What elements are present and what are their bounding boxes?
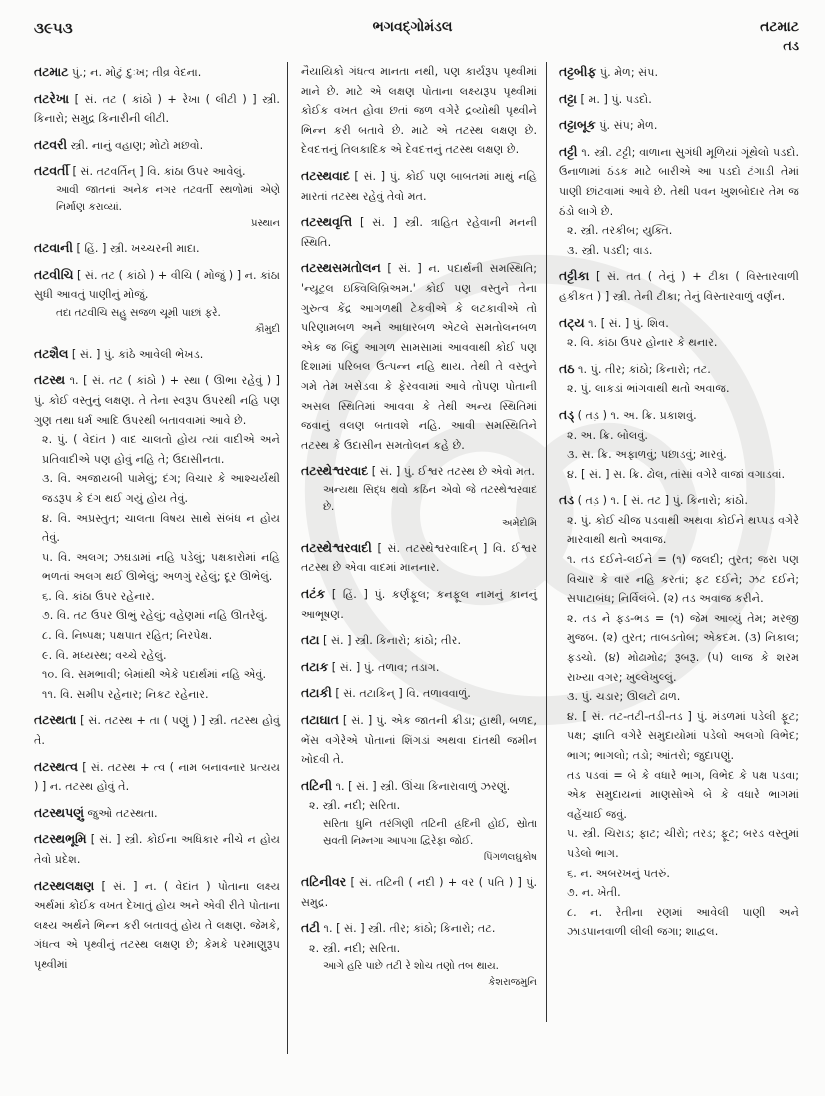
dictionary-entry [301, 461, 537, 532]
definition: [ સં. ] સ્ત્રી. ત્રાહિત રહેવાની મનની સ્થિતિ. [301, 216, 537, 249]
definition: ૧. પું. તીર; કાંઠો; કિનારો; તટ. [578, 362, 711, 376]
dictionary-entry [559, 313, 799, 353]
sense: ૩. વિ. અજાયબી પામેલું; દંગ; વિચાર કે આશ્ચર્યથી જડરૂપ કે દંગ થઈ ગયું હોય તેવું. [42, 472, 280, 505]
sense: ૧૦. વિ. સમભાવી; બેમાંથી એકે પદાર્થમાં નહિ એવું. [42, 668, 267, 682]
headword: તટ્ટાબૂક [559, 117, 596, 133]
page-header [0, 0, 825, 54]
sense: ૮. ન. રેતીના રણમાં આવેલી પાણી અને ઝાડપાનવાળી લીલી જગા; શાદ્વલ. [567, 905, 799, 939]
sense: ૪. [ સં. તટ-તટી-તડી-તડ ] પું. મંડળમાં પડેલી ફૂટ; પક્ષ; જ્ઞાતિ વગેરે સમુદાયોમાં પડેલો અલગો વિભેદ; ભાગ; ભાગલો; તડો; આંતરો; જુદાપણું. [567, 709, 799, 762]
sense: ૧૧. વિ. સમીપ રહેનાર; નિકટ રહેનાર. [42, 687, 209, 701]
definition: [ સં. તટવર્તિન્ ] વિ. કાંઠા ઉપર આવેલું. [72, 165, 246, 179]
headword: તટા [301, 632, 320, 648]
dictionary-entry [34, 710, 280, 750]
guide-word-last: તડ [783, 39, 799, 54]
dictionary-entry [301, 657, 537, 678]
definition: ૧. [ સં. ] પું. શિવ. [588, 316, 669, 330]
sense: ૬. વિ. કાંઠા ઉપર રહેનાર. [42, 589, 155, 603]
dictionary-entry [559, 359, 799, 399]
definition: [ સં. ] સ્ત્રી. કોઈના અધિકાર નીચે ન હોય તેવો પ્રદેશ. [34, 833, 280, 866]
definition: સ્ત્રી. નાનું વહાણ; મોટો મછવો. [70, 138, 204, 152]
sense: ૫. વિ. અલગ; ઝઘડામાં નહિ પડેલું; પક્ષકારોમાં નહિ ભળતાં અલગ થઈ ઊભેલું; અળગું રહેલું; દૂર ઊભેલું. [42, 550, 280, 584]
headword: તડ્ [559, 406, 575, 422]
definition: [ સં. તટ ( કાંઠો ) + વીચિ ( મોજું ) ] ન. કાંઠા સુધી આવતું પાણીનું મોજું. [34, 268, 280, 302]
dictionary-entry [301, 258, 537, 455]
definition: [ સં. ] ન. ( વેદાંત ) પોતાના લક્ષ્ય અર્થમાં કોઈક વખત દેખાતું હોય અને એવી રીતે પોતાના લક્ષ્ય અર્થને ભિન્ન કરી બતાવતું હોય તે લક્ષણ. જેમકે, ગંધત્વ એ પૃથ્વીનું તટસ્થ લક્ષણ છે; કેમકે પરમાણુરૂપ પૃથ્વીમાં [34, 879, 281, 971]
sense: ૩. પું. ચડાર; ઊલટો ઢાળ. [567, 690, 681, 704]
sense: ૯. વિ. મધ્યસ્થ; વચ્ચે રહેલું. [42, 648, 167, 662]
headword: તટવરી [34, 136, 68, 152]
sense: ૨. પું. કોઈ ચીજ પડવાથી અથવા કોઈને થપ્પડ વગેરે મારવાથી થતો અવાજ. [567, 513, 799, 547]
headword: તટ્ટબીફ [559, 64, 597, 79]
dictionary-entry [559, 142, 799, 261]
headword: તટવીચિ [34, 266, 74, 282]
column-1 [34, 62, 280, 981]
headword: તટરેખા [34, 90, 70, 106]
sense: ૧. તડ દઈને-લઈને = (૧) જલદી; તુરત; જરા પણ વિચાર કે વાર નહિ કરતાં; ફટ દઈને; ઝટ દઈને; સપાટાબંધ; નિર્વિલંબે. (૨) તડ અવાજ કરીને. [567, 553, 799, 606]
headword: તઠ [559, 360, 575, 376]
column-divider [546, 62, 547, 1022]
sense: ૭. વિ. તટ ઉપર ઊભું રહેલું; વહેણમાં નહિ ઊતરેલું. [42, 609, 268, 623]
dictionary-entry [34, 135, 280, 156]
definition: [ સં. ] પું. એક જાતની ક્રીડા; હાથી, બળદ, ભેંસ વગેરેએ પોતાનાં શિંગડાં અથવા દાંતથી જમીન ખોદવી તે. [301, 714, 537, 767]
headword: તટસ્થસમતોલન [301, 260, 381, 276]
dictionary-entry [34, 265, 280, 338]
headword: તટાક [301, 658, 329, 674]
guide-word-first: તટમાટ [760, 19, 799, 35]
citation-quote: આવી જાતનાં અનેક નગર તટવર્તી સ્થળોમાં એણે નિર્માણ કરાવ્યાં. [56, 183, 280, 213]
definition: ( તડ઼ ) ૧. અ. ક્રિ. પ્રકાશવું. [577, 408, 697, 422]
definition: [ સં. તત ( તેનું ) + ટીકા ( વિસ્તારવાળી હકીકત ) ] સ્ત્રી. તેની ટીકા; તેનું વિસ્તારવાળું વર્ણન. [559, 270, 799, 303]
citation-source: કૌમુદી [254, 323, 280, 335]
dictionary-entry [301, 683, 537, 704]
sense: ૨. સ્ત્રી. નદી; સરિતા. [309, 941, 401, 955]
headword: તટ્ટી [559, 143, 578, 159]
headword: તટ્ટીકા [559, 268, 590, 284]
dictionary-entry [301, 538, 537, 578]
dictionary-entry [301, 212, 537, 252]
column-2 [301, 62, 537, 997]
citation-quote: તદા તટવીચિ સહુ સજળ ચૂમી પાછાં ફરે. [56, 306, 221, 319]
headword: તટસ્થતા [34, 712, 77, 728]
definition: ૧. [ સં. ] સ્ત્રી. ઊંચા કિનારાવાળું ઝરણું. [335, 779, 511, 793]
headword: તડ [559, 492, 575, 508]
headword: તટસ્થલક્ષણ [34, 877, 95, 893]
headword: તટસ્થત્વ [34, 758, 78, 774]
sense: ૭. ન. ખેતી. [567, 886, 621, 900]
citation-quote: આગે હરિ પાછે તટી રે શોચ તણો તબ થાય. [323, 960, 499, 973]
headword: તટસ્થવૃત્તિ [301, 214, 353, 230]
headword: તટસ્થવાદ [301, 167, 350, 183]
headword: તટ્ટા [559, 90, 577, 106]
citation-source: અમેદોમિ [501, 517, 537, 529]
definition: ૧. [ સં. તટ ( કાંઠો ) + સ્થા ( ઊભા રહેવું ) ] પું. કોઈ વસ્તુનું લક્ષણ. તે તેના સ્વરૂપ ઉપરથી નહિ પણ ગુણ તથા ધર્મ આદિ ઉપરથી બતાવવામાં આવે છે. [34, 374, 280, 427]
dictionary-entry [301, 630, 537, 651]
dictionary-entry [34, 238, 280, 259]
dictionary-entry [34, 344, 280, 365]
dictionary-entry [301, 584, 537, 624]
sense: ૪. વિ. અપ્રસ્તુત; ચાલતા વિષય સાથે સંબંધ ન હોય તેવું. [42, 511, 280, 545]
headword: તટિની [301, 777, 333, 793]
definition: [ હિં. ] પું. કર્ણફૂલ; કનફૂલ નામનું કાનનું આભૂષણ. [301, 588, 537, 621]
headword: તટવાની [34, 239, 73, 255]
dictionary-entry [34, 370, 280, 704]
dictionary-entry [34, 62, 280, 83]
dictionary-entry [559, 115, 799, 136]
definition: [ સં. ] ન. પદાર્થની સમસ્થિતિ; 'ન્યૂટ્રલ ઇક્વિલિબ્રિઅમ.' કોઈ પણ વસ્તુને તેના ગુરુત્વ કેંદ્ર આગળથી ટેકવીએ કે લટકાવીએ તો પરિણામબળ અને આધારબળ એટલે સમતોલનબળ એક જ બિંદુ આગળ સામસામાં આવવાથી કોઈ પણ દિશામાં પરિબલ ઉત્પન્ન નહિ થાય. તેથી તે વસ્તુને ગમે તેમ ખસેડવા કે ફેરવવામાં આવે તોપણ પોતાની અસલ સ્થિતિમાં આવવા કે તેથી અન્ય સ્થિતિમાં જવાનું વલણ બતાવશે નહિ. આવી સમસ્થિતિને તટસ્થ કે ઉદાસીન સમતોલન કહે છે. [301, 262, 538, 452]
dictionary-entry [34, 161, 280, 232]
sense: ૬. ન. અબરખનું પતરું. [567, 866, 670, 880]
definition: ૧. [ સં. ] સ્ત્રી. તીર; કાંઠો; કિનારો; તટ. [323, 922, 496, 936]
definition: ૧. સ્ત્રી. ટટ્ટી; વાળાના સુગંધી મૂળિયાં ગૂંથેલો પડદો. ઉનાળામાં ઠંડક માટે બારીએ આ પડદો ટંગાડી તેમાં પાણી છાંટવામાં આવે છે. તેથી પવન ખુશબોદાર તેમ જ ઠંડો લાગે છે. [559, 145, 799, 218]
sense: ૨. અ. ક્રિ. બોલવું. [567, 428, 648, 442]
headword: તટશૈલ [34, 345, 69, 361]
book-title: ભગવદ્ગોમંડલ [372, 19, 453, 35]
citation-source: પ્રસ્થાન [250, 217, 280, 229]
definition: [ સં. તટસ્થ + ત્વ ( નામ બનાવનાર પ્રત્યય ) ] ન. તટસ્થ હોવું તે. [34, 760, 280, 794]
dictionary-entry [559, 405, 799, 484]
headword: તટસ્થેશ્વરવાદ [301, 463, 369, 479]
definition: [ સં. તટાકિન્ ] વિ. તળાવવાળું. [335, 687, 471, 701]
definition: [ સં. તટિની ( નદી ) + વર ( પતિ ) ] પું. સમુદ્ર. [301, 876, 537, 909]
headword: તટંક [301, 586, 326, 602]
dictionary-entry [34, 757, 280, 797]
dictionary-entry [301, 166, 537, 206]
headword: તટસ્થ [34, 372, 66, 388]
definition: [ સં. ] પું. કોઈ પણ બાબતમાં માથું નહિ મારતાં તટસ્થ રહેવું તેવો મત. [301, 169, 538, 203]
dictionary-entry [34, 803, 280, 824]
sense: ૮. વિ. નિષ્પક્ષ; પક્ષપાત રહિત; નિરપેક્ષ. [42, 629, 213, 643]
headword: તટસ્થપણું [34, 804, 84, 820]
definition: પું. સંપ; મેળ. [599, 119, 658, 133]
sense: ૫. સ્ત્રી. ચિરાડ; ફાટ; ચીરો; તરડ; ફૂટ; બરડ વસ્તુમાં પડેલો ભાગ. [567, 827, 799, 860]
headword: તટાઘાત [301, 712, 339, 728]
definition: [ હિં. ] સ્ત્રી. ખચ્ચરની માદા. [76, 241, 200, 255]
dictionary-entry [559, 266, 799, 306]
dictionary-entry [34, 89, 280, 129]
dictionary-entry [301, 872, 537, 912]
dictionary-entry [301, 918, 537, 991]
dictionary-entry [559, 89, 799, 110]
citation-quote: સરિતા ધુનિ તરંગિણી તટિની હ્રદિની હોઈ, સ્રોતા સ્રવતી નિમ્નગા આપગા દ્વિરેફા જોઈ. [323, 818, 537, 847]
dictionary-entry [559, 490, 799, 942]
sense: ૨. સ્ત્રી. નદી; સરિતા. [309, 799, 401, 813]
headword: તટમાટ [34, 64, 69, 79]
headword: તટસ્થેશ્વરવાદી [301, 539, 372, 555]
headword: તટસ્થભૂમિ [34, 831, 87, 847]
definition: [ સં. ] પું. તળાવ; તડાગ. [331, 660, 440, 674]
headword: તટિનીવર [301, 874, 347, 889]
headword: તટાકી [301, 685, 332, 701]
sense: ૨. પું. લાકડાં ભાંગવાથી થતો અવાજ. [567, 382, 730, 396]
definition: [ મ. ] પું. પડદો. [580, 92, 652, 106]
definition: પું.; ન. મોટું દુઃખ; તીવ્ર વેદના. [71, 66, 202, 79]
definition: પું. મેળ; સંપ. [599, 66, 659, 79]
page-number: ૩૯૫૩ [34, 19, 73, 37]
column-divider [287, 62, 288, 1054]
headword: તટવર્તી [34, 163, 69, 179]
definition: [ સં. તટ ( કાંઠો ) + રેખા ( લીટી ) ] સ્ત્રી. કિનારો; સમુદ્ર કિનારીની લીટી. [34, 92, 280, 126]
sense: ૨. પું. ( વેદાંત ) વાદ ચાલતો હોય ત્યાં વાદીએ અને પ્રતિવાદીએ પણ હોવું નહિ તે; ઉદાસીનતા. [42, 433, 280, 466]
citation-quote: અન્યથા સિદ્ધ થવો કઠિન એવો જે તટસ્થેશ્વરવાદ છે. [323, 483, 537, 513]
definition: ( તડ઼ ) ૧. [ સં. તટ ] પું. કિનારો; કાંઠો. [577, 494, 748, 508]
sense: તડ પડવાં = બે કે વધારે ભાગ, વિભેદ કે પક્ષ પડવા; એક સમુદાયનાં માણસોએ બે કે વધારે ભાગમાં વહેંચાઈ જવું. [567, 768, 799, 821]
headword: તટી [301, 920, 320, 936]
sense: ૩. સ. ક્રિ. અફાળવું; પછાડવું; મારવું. [567, 448, 727, 462]
sense: ૪. [ સં. ] સ. ક્રિ. ઢોલ, તાંસાં વગેરે વાજાં વગાડવાં. [567, 467, 786, 481]
citation-source: પિંગળલઘુકોષ [483, 852, 537, 863]
sense: ૨. સ્ત્રી. તરકીબ; યુક્તિ. [567, 224, 673, 238]
dictionary-entry [301, 710, 537, 770]
definition: [ સં. ] પું. ઈશ્વર તટસ્થ છે એવો મત. [371, 465, 535, 479]
dictionary-entry [34, 829, 280, 869]
entry-continuation: નૈયાયિકો ગંધત્વ માનતા નથી, પણ કાર્યરૂપ પૃથ્વીમાં માને છે. માટે એ લક્ષણ પોતાના લક્ષ્યરૂપ પૃથ્વીમાં કોઈક વખત હોવા છતાં જળ વગેરે દ્રવ્યોથી પૃથ્વીને ભિન્ન કરી બતાવે છે. માટે એ તટસ્થ લક્ષણ છે. દેવદત્તનું તિલકાદિક એ દેવદત્તનું તટસ્થ લક્ષણ છે. [301, 65, 537, 157]
column-3 [559, 62, 799, 948]
definition: જુઓ તટસ્થતા. [87, 806, 158, 820]
dictionary-entry [34, 876, 280, 975]
definition: [ સં. ] પું. કાંઠે આવેલી ભેખડ. [71, 347, 204, 361]
citation-source: કેશરાજમુનિ [488, 977, 537, 989]
definition: [ સં. તટસ્થેશ્વરવાદિન્ ] વિ. ઈશ્વર તટસ્થ છે એવા વાદમાં માનનાર. [301, 541, 537, 575]
dictionary-entry [301, 776, 537, 866]
definition: [ સં. ] સ્ત્રી. કિનારો; કાંઠો; તીર. [323, 634, 462, 648]
definition: [ સં. તટસ્થ + તા ( પણું ) ] સ્ત્રી. તટસ્થ હોવું તે. [34, 714, 280, 748]
dictionary-entry [559, 62, 799, 83]
sense: ૩. સ્ત્રી. પડદી; વાડ. [567, 243, 653, 257]
sense: ૨. વિ. કાંઠા ઉપર હોનાર કે થનાર. [567, 336, 718, 350]
sense: ૨. તડ ને ફડ-ભડ = (૧) જેમ આવ્યું તેમ; મરજી મુજબ. (૨) તુરત; તાબડતોબ; એકદમ. (૩) નિકાલ; ફડચો. (૪) મોઢામોઢ; રૂબરૂ. (૫) લાજ કે શરમ રાખ્યા વગર; ખુલ્લેખુલ્લું. [567, 611, 799, 684]
headword: તટ્ય [559, 314, 585, 330]
